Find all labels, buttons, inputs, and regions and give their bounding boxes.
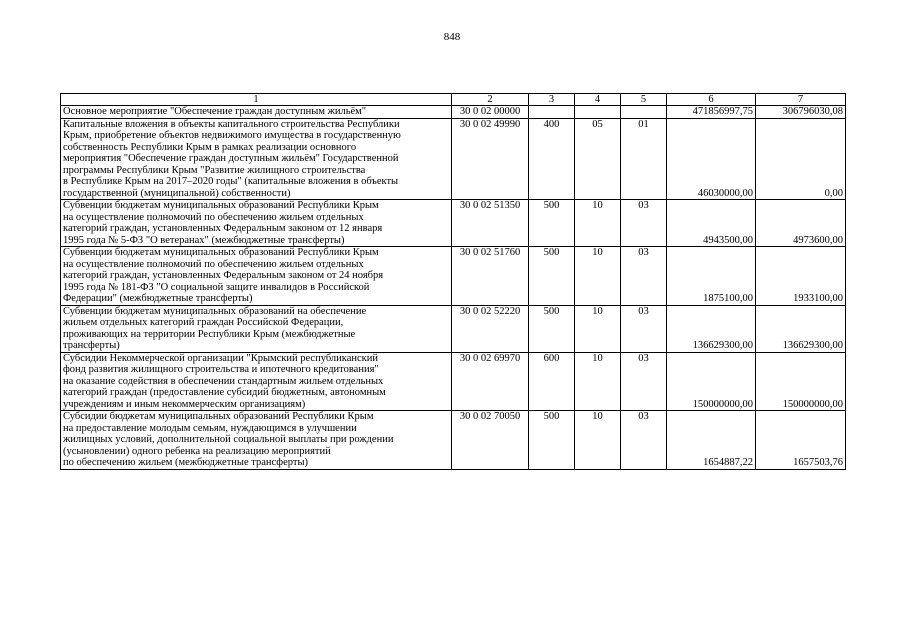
row-subsection [621,106,667,119]
row-code: 30 0 02 52220 [452,305,529,352]
row-sum-2: 1657503,76 [756,411,846,470]
table-row [61,247,846,306]
row-code: 30 0 02 69970 [452,352,529,411]
row-code: 30 0 02 70050 [452,411,529,470]
row-sum-1: 4943500,00 [667,200,756,247]
row-expense-type: 500 [529,411,575,470]
row-sum-2: 0,00 [756,118,846,200]
row-sum-2: 306796030,08 [756,106,846,119]
row-description [61,411,452,470]
row-expense-type: 600 [529,352,575,411]
description-line: программы Республики Крым "Развитие жилищного строительства [63,164,366,176]
description-line: государственной (муниципальной) собственности) [63,187,291,199]
row-description [61,200,452,247]
description-line: Капитальные вложения в объекты капитального строительства Республики [63,118,400,130]
header-cell-6: 6 [667,94,756,106]
description-line: 1995 года № 5-ФЗ "О ветеранах" (межбюджетные трансферты) [63,234,345,246]
description-line: по обеспечению жильем (межбюджетные трансферты) [63,457,309,468]
row-section: 10 [575,305,621,352]
row-expense-type: 500 [529,247,575,306]
row-description [61,352,452,411]
row-section: 10 [575,411,621,470]
row-sum-1: 1654887,22 [667,411,756,470]
row-code: 30 0 02 49990 [452,118,529,200]
description-line: Федерации" (межбюджетные трансферты) [63,293,253,304]
table-row [61,352,846,411]
row-sum-2: 1933100,00 [756,247,846,306]
row-subsection: 03 [621,352,667,411]
row-code: 30 0 02 51350 [452,200,529,247]
row-subsection: 03 [621,411,667,470]
description-line: жилищных условий, дополнительной социальной выплаты при рождении [63,434,394,445]
description-line: в Республике Крым на 2017–2020 годы" (капитальные вложения в объекты [63,176,399,187]
row-sum-1: 150000000,00 [667,352,756,411]
row-section: 10 [575,352,621,411]
table-row [61,305,846,352]
description-line: Субвенции бюджетам муниципальных образований на обеспечение [63,305,367,317]
row-code: 30 0 02 00000 [452,106,529,119]
description-line: 1995 года № 181-ФЗ "О социальной защите инвалидов в Российской [63,281,370,293]
header-cell-7: 7 [756,94,846,106]
row-subsection: 03 [621,200,667,247]
table-body [61,94,846,470]
row-subsection: 03 [621,247,667,306]
table-row [61,200,846,247]
row-description [61,247,452,306]
row-section [575,106,621,119]
row-sum-2: 136629300,00 [756,305,846,352]
description-line: категорий граждан (предоставление субсидий бюджетным, автономным [63,387,386,398]
description-line: проживающих на территории Республики Крым (межбюджетные [63,328,356,340]
description-line: Субвенции бюджетам муниципальных образований Республики Крым [63,200,379,211]
header-cell-2: 2 [452,94,529,106]
description-line: фонд развития жилищного строительства и ипотечного кредитования" [63,364,379,375]
row-expense-type: 400 [529,118,575,200]
row-expense-type: 500 [529,305,575,352]
description-line: Основное мероприятие "Обеспечение граждан доступным жильём" [63,106,367,117]
description-line: Крым, приобретение объектов недвижимого имущества в государственную [63,130,401,141]
description-line: трансферты) [63,340,120,351]
description-line: собственность Республики Крым в рамках реализации основного [63,141,357,153]
row-description [61,305,452,352]
description-line: на оказание содействия в обеспечении стандартным жильем отдельных [63,375,384,387]
row-expense-type [529,106,575,119]
description-line: учреждениям и иным некоммерческим организациям) [63,398,306,410]
header-cell-1: 1 [61,94,452,106]
row-sum-2: 4973600,00 [756,200,846,247]
description-line: мероприятия "Обеспечение граждан доступным жильём" Государственной [63,153,399,164]
table-row [61,106,846,119]
budget-table [60,93,846,470]
header-cell-3: 3 [529,94,575,106]
row-description [61,106,452,119]
description-line: категорий граждан, установленных Федеральным законом от 12 января [63,223,383,234]
description-line: жильем отдельных категорий граждан Российской Федерации, [63,317,344,328]
row-section: 10 [575,247,621,306]
page-number: 848 [443,31,461,43]
row-section: 10 [575,200,621,247]
row-sum-1: 136629300,00 [667,305,756,352]
row-sum-1: 46030000,00 [667,118,756,200]
header-cell-4: 4 [575,94,621,106]
description-line: на осуществление полномочий по обеспечению жильем отдельных [63,258,364,270]
description-line: Субвенции бюджетам муниципальных образований Республики Крым [63,247,379,258]
row-subsection: 01 [621,118,667,200]
description-line: на предоставление молодым семьям, нуждающимся в улучшении [63,422,357,434]
description-line: категорий граждан, установленных Федеральным законом от 24 ноября [63,270,384,281]
description-line: (усыновлении) одного ребенка на реализацию мероприятий [63,445,331,457]
row-code: 30 0 02 51760 [452,247,529,306]
description-line: Субсидии бюджетам муниципальных образований Республики Крым [63,411,374,422]
row-sum-1: 471856997,75 [667,106,756,119]
row-sum-2: 150000000,00 [756,352,846,411]
description-line: Субсидии Некоммерческой организации "Крымский республиканский [63,352,378,364]
row-description [61,118,452,200]
table-row [61,118,846,200]
row-sum-1: 1875100,00 [667,247,756,306]
header-cell-5: 5 [621,94,667,106]
table-row [61,411,846,470]
row-section: 05 [575,118,621,200]
description-line: на осуществление полномочий по обеспечению жильем отдельных [63,211,364,223]
header-row [61,94,846,106]
row-expense-type: 500 [529,200,575,247]
row-subsection: 03 [621,305,667,352]
